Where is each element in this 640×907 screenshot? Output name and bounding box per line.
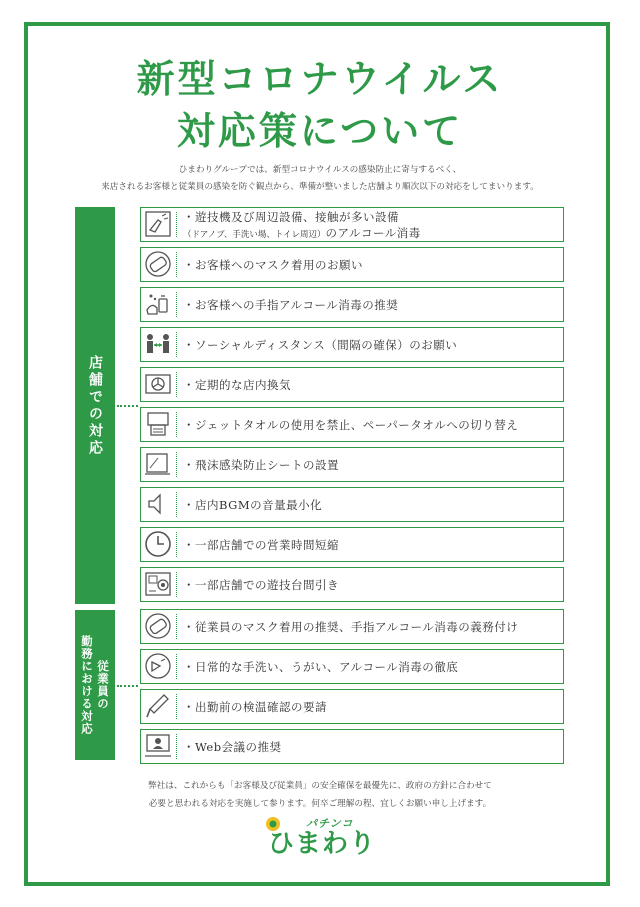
category-store: [75, 207, 115, 604]
item-text: ・出勤前の検温確認の要請: [183, 699, 327, 714]
thermometer-icon: [144, 692, 172, 720]
mask-icon: [144, 612, 172, 640]
logo-text: ひまわり: [268, 829, 377, 859]
item-subtext-main: のアルコール消毒: [325, 225, 421, 240]
intro-line: 来店されるお客様と従業員の感染を防ぐ観点から、準備が整いました店舗より順次以下の対応をしてまいります。: [101, 182, 539, 192]
list-item: [140, 567, 564, 602]
item-text: ・一部店舗での営業時間短縮: [183, 537, 339, 552]
list-item: [140, 689, 564, 724]
item-text: ・お客様への手指アルコール消毒の推奨: [183, 297, 399, 312]
list-item: [140, 247, 564, 282]
list-item: [140, 649, 564, 684]
footer-text: [0, 777, 640, 813]
list-item: [140, 207, 564, 242]
item-text: ・日常的な手洗い、うがい、アルコール消毒の徹底: [183, 659, 459, 674]
item-text: ・遊技機及び周辺設備、接触が多い設備: [183, 209, 399, 224]
category-staff-label-1: 勤務における対応: [80, 635, 94, 735]
item-text: ・定期的な店内換気: [183, 377, 291, 392]
logo-subtext: パチンコ: [306, 817, 354, 830]
web-meeting-icon: [144, 732, 172, 760]
item-text: ・ジェットタオルの使用を禁止、ペーパータオルへの切り替え: [183, 417, 519, 432]
list-item: [140, 609, 564, 644]
page-title-line-1: 新型コロナウイルス: [136, 57, 504, 101]
ventilation-fan-icon: [144, 370, 172, 398]
list-item: [140, 447, 564, 482]
footer-line: 弊社は、これからも「お客様及び従業員」の安全確保を最優先に、政府の方針に合わせて: [148, 781, 492, 791]
item-text: ・飛沫感染防止シートの設置: [183, 457, 339, 472]
game-machine-icon: [144, 570, 172, 598]
clock-icon: [144, 530, 172, 558]
hand-touch-icon: [144, 210, 172, 238]
category-store-label: 店舗での対応: [87, 354, 103, 457]
list-item: [140, 527, 564, 562]
item-text: ・Web会議の推奨: [183, 739, 282, 754]
footer-line: 必要と思われる対応を実施して参ります。何卒ご理解の程、宜しくお願い申し上げます。: [148, 799, 492, 809]
item-subtext: （ドアノブ、手洗い場、トイレ周辺）: [183, 229, 326, 240]
connector-dots: [117, 405, 138, 407]
list-item: [140, 407, 564, 442]
category-staff: [75, 610, 115, 760]
list-item: [140, 729, 564, 764]
partition-sheet-icon: [144, 450, 172, 478]
item-text: ・一部店舗での遊技台間引き: [183, 577, 339, 592]
social-distance-icon: [144, 330, 172, 358]
list-item: [140, 327, 564, 362]
speaker-volume-icon: [144, 490, 172, 518]
mask-icon: [144, 250, 172, 278]
connector-dots: [117, 685, 138, 687]
item-text: ・ソーシャルディスタンス（間隔の確保）のお願い: [183, 337, 458, 352]
item-text: ・店内BGMの音量最小化: [183, 497, 323, 512]
category-staff-label-0: 従業員の: [96, 660, 110, 710]
page-title-line-2: 対応策について: [176, 109, 464, 153]
item-text: ・従業員のマスク着用の推奨、手指アルコール消毒の義務付け: [183, 619, 519, 634]
gargle-icon: [144, 652, 172, 680]
intro-text: [0, 162, 640, 196]
company-logo: [264, 815, 376, 869]
hand-dryer-icon: [144, 410, 172, 438]
item-text: ・お客様へのマスク着用のお願い: [183, 257, 363, 272]
list-item: [140, 287, 564, 322]
intro-line: ひまわりグループでは、新型コロナウイルスの感染防止に寄与するべく、: [178, 165, 462, 175]
list-item: [140, 487, 564, 522]
hand-sanitizer-icon: [144, 290, 172, 318]
list-item: [140, 367, 564, 402]
